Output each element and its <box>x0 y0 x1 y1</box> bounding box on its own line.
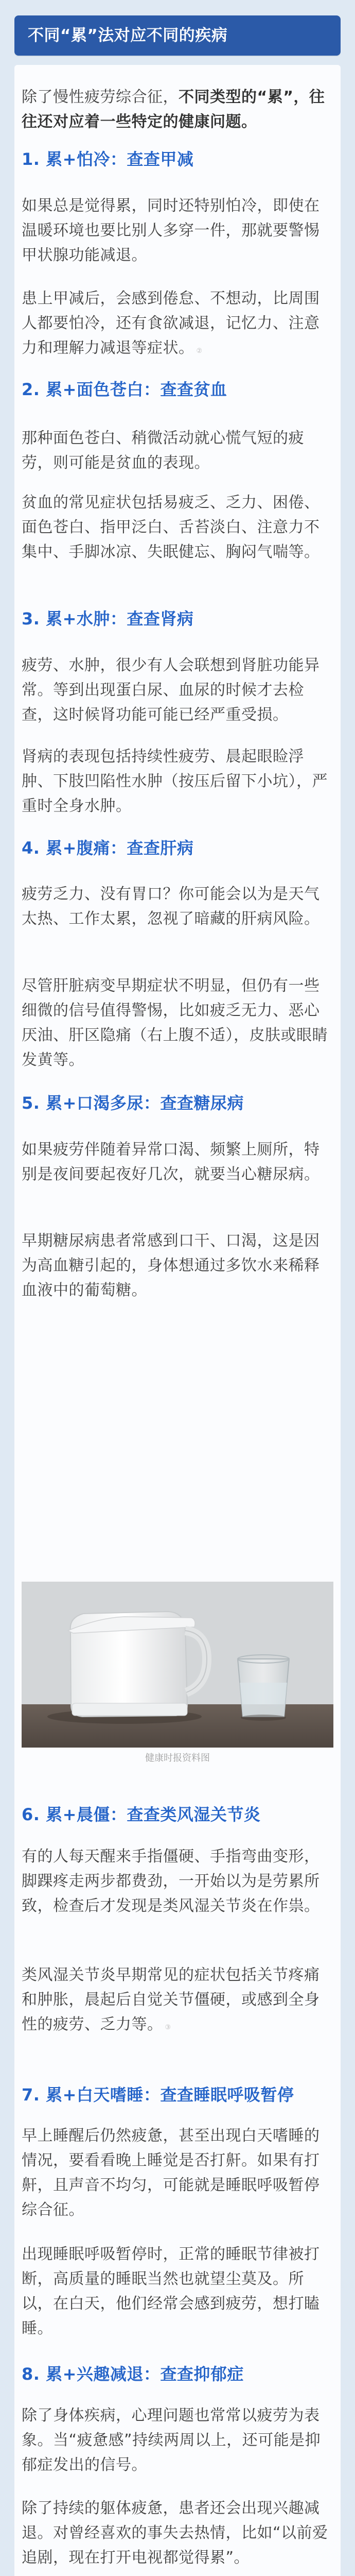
header-banner <box>14 15 341 56</box>
footnote-marker: ② <box>196 347 203 355</box>
section-4-paragraph-1: 疲劳乏力、没有胃口？你可能会以为是天气太热、工作太累，忽视了暗藏的肝病风险。 <box>22 885 320 928</box>
section-3-paragraph-2: 肾病的表现包括持续性疲劳、晨起眼睑浮肿、下肢凹陷性水肿（按压后留下小坑），严重时全身水肿。 <box>22 748 328 815</box>
section-3-paragraph-1: 疲劳、水肿，很少有人会联想到肾脏功能异常。等到出现蛋白尿、血尿的时候才去检查，这时候肾功能可能已经严重受损。 <box>22 656 320 724</box>
section-1-title: 1. 累+怕冷：查查甲减 <box>22 149 194 169</box>
section-3-title: 3. 累+水肿：查查肾病 <box>22 609 194 629</box>
section-7-paragraph-1: 早上睡醒后仍然疲惫，甚至出现白天嗜睡的情况，要看看晚上睡觉是否打鼾。如果有打鼾，且声音不均匀，可能就是睡眠呼吸暂停综合征。 <box>22 2127 320 2219</box>
section-8-paragraph-1: 除了身体疾病，心理问题也常常以疲劳为表象。当“疲惫感”持续两周以上，还可能是抑郁症发出的信号。 <box>22 2406 321 2474</box>
header-title: 不同“累”法对应不同的疾病 <box>28 26 228 45</box>
intro-paragraph <box>22 85 333 134</box>
section-6-paragraph-2-text: 类风湿关节炎早期常见的症状包括关节疼痛和肿胀，晨起后自觉关节僵硬，或感到全身性的疲劳、乏力等。 <box>22 1966 320 2033</box>
section-5-title: 5. 累+口渴多尿：查查糖尿病 <box>22 1093 244 1113</box>
kettle-photo <box>22 1582 333 1748</box>
footnote-marker: ③ <box>165 2024 171 2031</box>
section-6-paragraph-2 <box>22 1963 333 2040</box>
section-1-paragraph-2 <box>22 286 333 364</box>
section-2-paragraph-2: 贫血的常见症状包括易疲乏、乏力、困倦、面色苍白、指甲泛白、舌苔淡白、注意力不集中、手脚冰凉、失眠健忘、胸闷气喘等。 <box>22 494 320 561</box>
intro-bold-text: 不同类型的“累”，往往还对应着一些特定的健康问题。 <box>22 88 325 131</box>
section-1-paragraph-1: 如果总是觉得累，同时还特别怕冷，即使在温暖环境也要比别人多穿一件，那就要警惕甲状腺功能减退。 <box>22 197 320 264</box>
section-6-paragraph-1: 有的人每天醒来手指僵硬、手指弯曲变形，脚踝疼走两步都费劲，一开始以为是劳累所致，检查后才发现是类风湿关节炎在作祟。 <box>22 1848 320 1915</box>
section-4-paragraph-2: 尽管肝脏病变早期症状不明显，但仍有一些细微的信号值得警惕，比如疲乏无力、恶心厌油、肝区隐痛（右上腹不适），皮肤或眼睛发黄等。 <box>22 977 328 1069</box>
kettle-and-glass-illustration <box>22 1582 333 1748</box>
section-1-paragraph-2-text: 患上甲减后，会感到倦怠、不想动，比周围人都要怕冷，还有食欲减退，记忆力、注意力和理解力减退等症状。 <box>22 290 320 357</box>
intro-text: 除了慢性疲劳综合征， <box>22 88 179 106</box>
section-4-title: 4. 累+腹痛：查查肝病 <box>22 838 194 858</box>
section-2-paragraph-1: 那种面色苍白、稍微活动就心慌气短的疲劳，则可能是贫血的表现。 <box>22 429 304 472</box>
section-2-title: 2. 累+面色苍白：查查贫血 <box>22 380 227 399</box>
photo-caption: 健康时报资料图 <box>145 1753 210 1764</box>
section-7-paragraph-2: 出现睡眠呼吸暂停时，正常的睡眠节律被打断，高质量的睡眠当然也就望尘莫及。所以，在白天，他们经常会感到疲劳，想打瞌睡。 <box>22 2245 320 2337</box>
section-7-title: 7. 累+白天嗜睡：查查睡眠呼吸暂停 <box>22 2085 294 2105</box>
section-6-title: 6. 累+晨僵：查查类风湿关节炎 <box>22 1805 261 1824</box>
section-5-paragraph-1: 如果疲劳伴随着异常口渴、频繁上厕所，特别是夜间要起夜好几次，就要当心糖尿病。 <box>22 1141 320 1183</box>
section-8-title: 8. 累+兴趣减退：查查抑郁症 <box>22 2364 244 2384</box>
section-8-paragraph-2: 除了持续的躯体疲惫，患者还会出现兴趣减退。对曾经喜欢的事失去热情，比如“以前爱追剧，现在打开电视都觉得累”。 <box>22 2499 328 2567</box>
section-5-paragraph-2: 早期糖尿病患者常感到口干、口渴，这是因为高血糖引起的，身体想通过多饮水来稀释血液中的葡萄糖。 <box>22 1232 320 1299</box>
